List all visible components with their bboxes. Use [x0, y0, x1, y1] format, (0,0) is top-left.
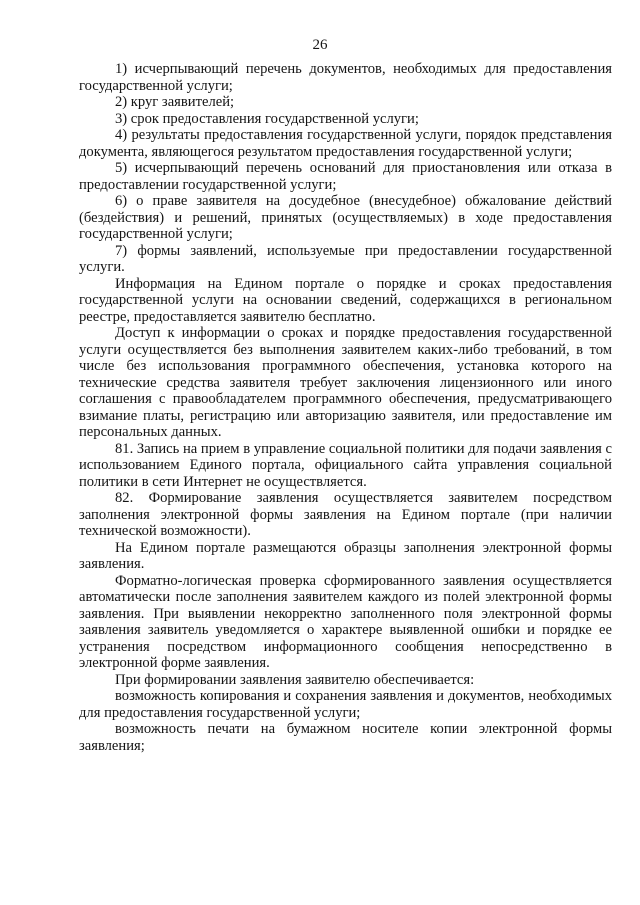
paragraph-item-5: 5) исчерпывающий перечень оснований для приостановления или отказа в предоставлении государственной услуги; — [79, 160, 612, 193]
paragraph-item-6: 6) о праве заявителя на досудебное (внесудебное) обжалование действий (бездействия) и решений, принятых (осуществляемых) в ходе предоставления государственной услуги; — [79, 193, 612, 242]
paragraph-item-4: 4) результаты предоставления государственной услуги, порядок представления документа, являющегося результатом предоставления государственной услуги; — [79, 127, 612, 160]
page-number: 26 — [312, 37, 328, 53]
paragraph-samples: На Едином портале размещаются образцы заполнения электронной формы заявления. — [79, 539, 612, 572]
paragraph-item-1: 1) исчерпывающий перечень документов, необходимых для предоставления государственной услуги; — [79, 61, 612, 94]
paragraph-access-info: Доступ к информации о сроках и порядке предоставления государственной услуги осуществляется без выполнения заявителем каких-либо требований, в том числе без использования программного обеспечения, установка которого на технические средства заявителя требует заключения лицензионного или иного соглашения с правообладателем программного обеспечения, предусматривающего взимание платы, регистрацию или авторизацию заявителя, или предоставление им персональных данных. — [79, 325, 612, 440]
paragraph-provided: При формировании заявления заявителю обеспечивается: — [115, 671, 475, 688]
paragraph-portal-info: Информация на Едином портале о порядке и сроках предоставления государственной услуги на основании сведений, содержащихся в региональном реестре, предоставляется заявителю бесплатно. — [79, 275, 612, 325]
paragraph-section-81: 81. Запись на прием в управление социальной политики для подачи заявления с использованием Единого портала, официального сайта управления социальной политики в сети Интернет не осуществляется. — [79, 440, 612, 490]
paragraph-print: возможность печати на бумажном носителе копии электронной формы заявления; — [79, 721, 612, 754]
paragraph-item-7: 7) формы заявлений, используемые при предоставлении государственной услуги. — [79, 242, 612, 275]
paragraph-section-82: 82. Формирование заявления осуществляется заявителем посредством заполнения электронной формы заявления на Едином портале (при наличии технической возможности). — [79, 490, 612, 539]
paragraph-format-check: Форматно-логическая проверка сформированного заявления осуществляется автоматически после заполнения заявителем каждого из полей электронной формы заявления. При выявлении некорректно заполненного поля электронной формы заявления заявитель уведомляется о характере выявленной ошибки и порядке ее устранения посредством информационного сообщения непосредственно в электронной форме заявления. — [79, 572, 612, 671]
paragraph-copy-save: возможность копирования и сохранения заявления и документов, необходимых для предоставления государственной услуги; — [79, 688, 612, 721]
paragraph-item-3: 3) срок предоставления государственной услуги; — [115, 110, 419, 127]
paragraph-item-2: 2) круг заявителей; — [115, 94, 235, 110]
document-body — [79, 61, 612, 754]
